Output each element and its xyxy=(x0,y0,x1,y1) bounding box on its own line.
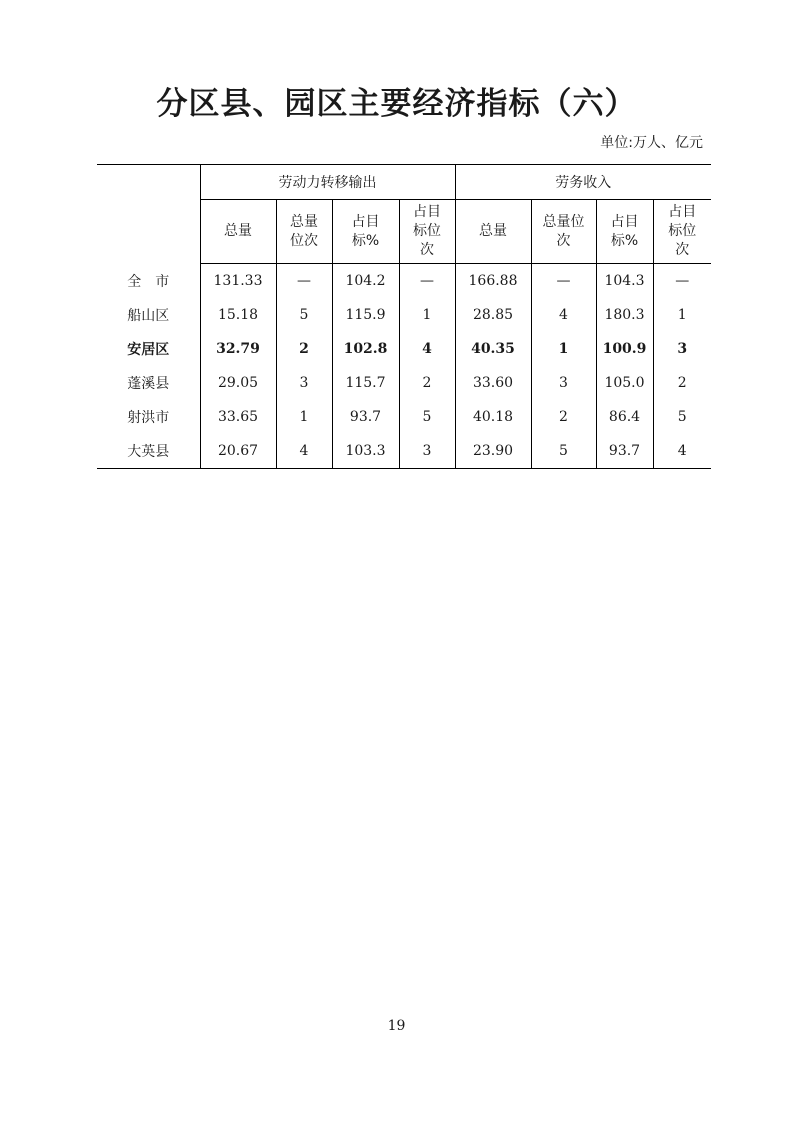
column-header: 总量 位次 xyxy=(276,200,332,264)
table-row xyxy=(97,400,711,434)
table-cell: 104.3 xyxy=(596,264,653,299)
table-cell: 4 xyxy=(653,434,711,469)
table-cell: 40.18 xyxy=(455,400,531,434)
table-cell: 20.67 xyxy=(200,434,276,469)
table-cell: — xyxy=(399,264,455,299)
table-cell: 2 xyxy=(276,332,332,366)
row-label: 全 市 xyxy=(127,273,170,290)
row-label: 大英县 xyxy=(97,434,200,469)
table-cell: 3 xyxy=(653,332,711,366)
table-cell: 105.0 xyxy=(596,366,653,400)
table-body xyxy=(97,264,711,469)
table-cell: 5 xyxy=(653,400,711,434)
table-cell: — xyxy=(531,264,596,299)
column-header: 总量位 次 xyxy=(531,200,596,264)
table-cell: 5 xyxy=(399,400,455,434)
table-cell: 15.18 xyxy=(200,298,276,332)
table-row xyxy=(97,298,711,332)
table-row xyxy=(97,264,711,299)
table-cell: 104.2 xyxy=(332,264,399,299)
column-header: 占目 标位 次 xyxy=(653,200,711,264)
row-label: 蓬溪县 xyxy=(127,376,170,392)
table-cell: 40.35 xyxy=(455,332,531,366)
table-cell: 28.85 xyxy=(455,298,531,332)
table-row xyxy=(97,434,711,469)
table-cell: 166.88 xyxy=(455,264,531,299)
table-cell: 33.60 xyxy=(455,366,531,400)
table-row xyxy=(97,332,711,366)
column-header: 占目 标% xyxy=(596,200,653,264)
table-cell: 5 xyxy=(276,298,332,332)
row-label: 射洪市 xyxy=(127,410,170,426)
table-cell: 1 xyxy=(653,298,711,332)
table-cell: 115.9 xyxy=(332,298,399,332)
column-header: 总量 xyxy=(455,200,531,264)
table-cell: 4 xyxy=(276,434,332,469)
table-cell: 2 xyxy=(653,366,711,400)
row-header-cell xyxy=(97,165,200,264)
table-cell: 29.05 xyxy=(200,366,276,400)
table-cell: 3 xyxy=(276,366,332,400)
table-cell: 33.65 xyxy=(200,400,276,434)
table-cell: 93.7 xyxy=(332,400,399,434)
table-cell: — xyxy=(276,264,332,299)
table-cell: 100.9 xyxy=(596,332,653,366)
table-cell: 3 xyxy=(531,366,596,400)
column-header: 占目 标% xyxy=(332,200,399,264)
table-cell: 103.3 xyxy=(332,434,399,469)
row-label: 船山区 xyxy=(127,308,170,324)
table-cell: 180.3 xyxy=(596,298,653,332)
unit-note: 单位:万人、亿元 xyxy=(600,135,703,151)
page-number: 19 xyxy=(387,1018,406,1034)
table-cell: 93.7 xyxy=(596,434,653,469)
table-row xyxy=(97,366,711,400)
group-header-labor: 劳动力转移输出 xyxy=(200,165,455,200)
page-title: 分区县、园区主要经济指标（六） xyxy=(156,86,637,122)
table-cell: 32.79 xyxy=(200,332,276,366)
column-header: 总量 xyxy=(200,200,276,264)
table-cell: 23.90 xyxy=(455,434,531,469)
table-cell: — xyxy=(653,264,711,299)
table-cell: 102.8 xyxy=(332,332,399,366)
table-cell: 1 xyxy=(399,298,455,332)
table-cell: 3 xyxy=(399,434,455,469)
table-cell: 4 xyxy=(399,332,455,366)
table-cell: 1 xyxy=(276,400,332,434)
column-header: 占目 标位 次 xyxy=(399,200,455,264)
table-cell: 131.33 xyxy=(200,264,276,299)
table-cell: 1 xyxy=(531,332,596,366)
row-label: 安居区 xyxy=(127,342,170,358)
table-cell: 2 xyxy=(399,366,455,400)
economic-indicators-table xyxy=(97,164,711,469)
table-cell: 115.7 xyxy=(332,366,399,400)
table-cell: 5 xyxy=(531,434,596,469)
table-cell: 4 xyxy=(531,298,596,332)
group-header-income: 劳务收入 xyxy=(455,165,711,200)
table-cell: 2 xyxy=(531,400,596,434)
table-cell: 86.4 xyxy=(596,400,653,434)
